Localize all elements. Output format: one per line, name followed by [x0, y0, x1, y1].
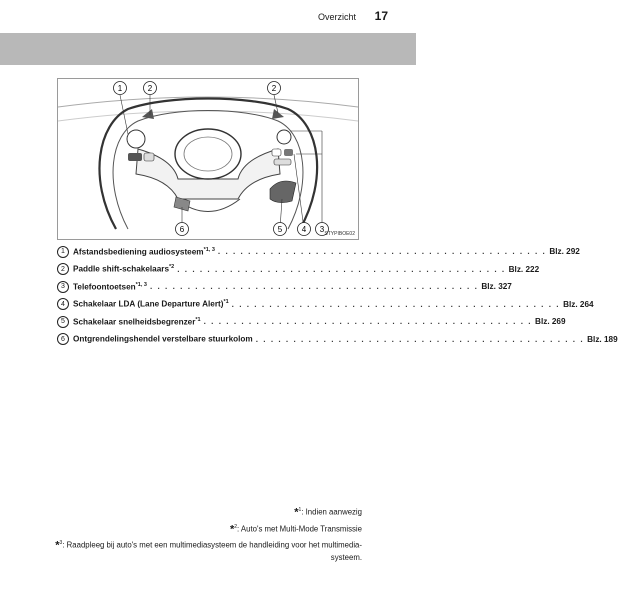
svg-text:3: 3 [319, 225, 325, 234]
header-bar [0, 33, 416, 65]
callout-2-right [268, 82, 281, 95]
page-reference[interactable]: Blz. 222 [508, 264, 540, 274]
svg-text:1: 1 [117, 84, 123, 93]
item-number: 1 [57, 246, 69, 258]
item-label: Afstandsbediening audiosysteem$^{*1, 3}$ [73, 246, 215, 257]
page-reference[interactable]: Blz. 189 [587, 334, 618, 344]
item-label: Ontgrendelingshendel verstelbare stuurkolom [73, 335, 253, 345]
callout-5 [274, 223, 287, 236]
leader-dots: . . . . . . . . . . . . . . . . . . . . . . . . . . . . . . . . . . . . . . . . . . . . [203, 317, 533, 327]
callout-4 [298, 223, 311, 236]
item-number: 2 [57, 263, 69, 275]
footnote: *$^3$: Raadpleeg bij auto's met een multimediasysteem de handleiding voor het multimedia- [55, 539, 362, 552]
steering-wheel-illustration [58, 79, 358, 239]
leader-dots: . . . . . . . . . . . . . . . . . . . . . . . . . . . . . . . . . . . . . . . . . . . . [217, 247, 547, 257]
list-item [57, 313, 566, 331]
item-number: 5 [57, 316, 69, 328]
item-number: 6 [57, 333, 69, 345]
figure-code: STYPIBOE02 [324, 231, 355, 237]
item-label: Schakelaar snelheidsbegrenzer$^{*1}$ [73, 316, 201, 327]
leader-dots: . . . . . . . . . . . . . . . . . . . . . . . . . . . . . . . . . . . . . . . . . . . . [231, 299, 561, 309]
footnotes [32, 505, 362, 566]
item-label: Telefoontoetsen$^{*1, 3}$ [73, 281, 147, 292]
page-number: 17 [374, 9, 388, 23]
list-item [57, 331, 618, 349]
callout-1 [114, 82, 127, 95]
item-number: 4 [57, 298, 69, 310]
list-item [57, 296, 594, 314]
steering-wheel-figure [57, 78, 359, 240]
callout-2-left [144, 82, 157, 95]
component-list [57, 243, 618, 348]
footnote-continuation: systeem. [330, 552, 362, 562]
svg-text:6: 6 [179, 225, 185, 234]
item-number: 3 [57, 281, 69, 293]
item-label: Paddle shift-schakelaars$^{*2}$ [73, 264, 175, 275]
item-label: Schakelaar LDA (Lane Departure Alert)$^{*1}$ [73, 299, 229, 310]
svg-text:5: 5 [277, 225, 283, 234]
page-reference[interactable]: Blz. 327 [481, 282, 512, 292]
page-reference[interactable]: Blz. 264 [563, 299, 594, 309]
list-item [57, 243, 580, 261]
list-item [57, 278, 512, 296]
footnote: *$^2$: Auto's met Multi-Mode Transmissie [229, 523, 362, 536]
page-reference[interactable]: Blz. 269 [535, 317, 566, 327]
header-section-title: Overzicht [317, 12, 356, 22]
footnote: *$^1$: Indien aanwezig [294, 506, 362, 519]
leader-dots: . . . . . . . . . . . . . . . . . . . . . . . . . . . . . . . . . . . . . . . . . . . . [177, 264, 506, 274]
svg-text:2: 2 [147, 84, 153, 93]
leader-dots: . . . . . . . . . . . . . . . . . . . . . . . . . . . . . . . . . . . . . . . . . . . . [149, 282, 479, 292]
list-item [57, 261, 540, 279]
leader-dots: . . . . . . . . . . . . . . . . . . . . . . . . . . . . . . . . . . . . . . . . . . . . [255, 334, 585, 344]
svg-text:2: 2 [271, 84, 277, 93]
callout-6 [176, 223, 189, 236]
page-reference[interactable]: Blz. 292 [549, 247, 580, 257]
svg-text:4: 4 [301, 225, 307, 234]
